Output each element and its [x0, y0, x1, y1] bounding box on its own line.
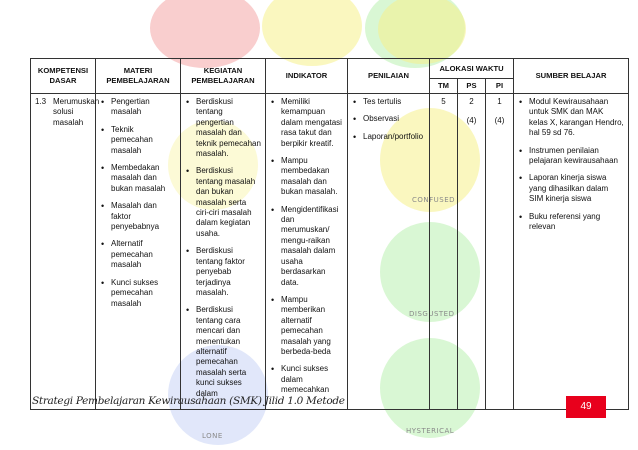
list-item: • Berdiskusi tentang cara mencari dan menentukan alternatif pemecahan masalah serta kunci sukses dalam: [196, 305, 261, 399]
list-item: • Membedakan masalah dan bukan masalah: [111, 163, 176, 194]
kd-text: Merumuskan solusi masalah: [53, 97, 100, 127]
list-item: • Masalah dan faktor penyebabnya: [111, 201, 176, 232]
list-item: • Memiliki kemampuan dalam mengatasi rasa takut dan berpikir kreatif.: [281, 97, 343, 149]
header-pi: PI: [486, 79, 514, 94]
list-item: • Alternatif pemecahan masalah: [111, 239, 176, 270]
list-item: • Pengertian masalah: [111, 97, 176, 118]
header-ps: PS: [458, 79, 486, 94]
list-item: • Kunci sukses pemecahan masalah: [111, 278, 176, 309]
background-face-yellow: [262, 0, 362, 66]
list-item: • Tes tertulis: [363, 97, 425, 107]
list-item: • Laporan/portfolio: [363, 132, 425, 142]
list-item: • Instrumen penilaian pelajaran kewirausahaan: [529, 146, 624, 167]
list-item: • Berdiskusi tentang pengertian masalah dan teknik pemecahan masalah.: [196, 97, 261, 159]
penilaian-cell: [348, 94, 430, 410]
kompetensi-dasar-cell: [31, 94, 100, 410]
materi-cell: [96, 94, 181, 410]
header-kegiatan-pembelajaran: KEGIATAN PEMBELAJARAN: [181, 59, 266, 94]
background-label-hysterical: HYSTERICAL: [406, 427, 455, 435]
list-item: • Mampu memberikan alternatif pemecahan masalah yang berbeda-beda: [281, 295, 343, 357]
sumber-belajar-cell: [514, 94, 629, 410]
indikator-cell: [266, 94, 348, 410]
ps-value: 2: [469, 97, 474, 106]
ps-cell: [458, 94, 486, 410]
header-alokasi-waktu: ALOKASI WAKTU: [430, 59, 514, 79]
header-materi-pembelajaran: MATERI PEMBELAJARAN: [96, 59, 181, 94]
header-penilaian: PENILAIAN: [348, 59, 430, 94]
list-item: • Mampu membedakan masalah dan bukan masalah.: [281, 156, 343, 198]
header-tm: TM: [430, 79, 458, 94]
list-item: • Mengidentifikasi dan merumuskan/ mengu-raikan masalah dalam usaha berdasarkan data.: [281, 205, 343, 288]
background-label-confused: CONFUSED: [412, 196, 456, 204]
tm-cell: [430, 94, 458, 410]
kegiatan-cell: [181, 94, 266, 410]
background-label-lone: LONE: [202, 432, 223, 440]
pi-cell: [486, 94, 514, 410]
ps-sub-value: (4): [466, 116, 477, 126]
header-indikator: INDIKATOR: [266, 59, 348, 94]
page-number-badge: 49: [566, 396, 606, 418]
background-label-disgusted: DISGUSTED: [409, 310, 455, 318]
list-item: • Buku referensi yang relevan: [529, 212, 624, 233]
table-row: [31, 94, 629, 410]
header-kompetensi-dasar: KOMPETENSI DASAR: [31, 59, 96, 94]
kd-number: 1.3: [35, 97, 47, 106]
pi-value: 1: [497, 97, 502, 106]
list-item: • Observasi: [363, 114, 425, 124]
pi-sub-value: (4): [494, 116, 505, 126]
header-sumber-belajar: SUMBER BELAJAR: [514, 59, 629, 94]
list-item: • Teknik pemecahan masalah: [111, 125, 176, 156]
list-item: • Kunci sukses dalam memecahkan: [281, 364, 343, 395]
list-item: • Berdiskusi tentang faktor penyebab terjadinya masalah.: [196, 246, 261, 298]
syllabus-table: [30, 58, 629, 410]
background-face-yellow-2: [378, 0, 466, 64]
list-item: • Laporan kinerja siswa yang dihasilkan dalam SIM kinerja siswa: [529, 173, 624, 204]
footer-book-title: Strategi Pembelajaran Kewirausahaan (SMK) Jilid 1.0 Metode: [32, 395, 345, 407]
tm-value: 5: [441, 97, 446, 106]
list-item: • Modul Kewirausahaan untuk SMK dan MAK kelas X, karangan Hendro, hal 59 sd 76.: [529, 97, 624, 139]
list-item: • Berdiskusi tentang masalah dan bukan masalah serta ciri-ciri masalah dalam kegiatan usaha.: [196, 166, 261, 239]
